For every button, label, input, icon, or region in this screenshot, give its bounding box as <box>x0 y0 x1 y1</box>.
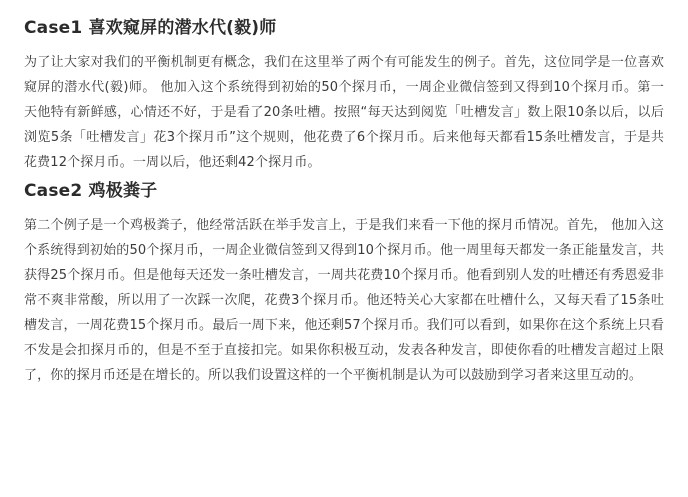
case1-paragraph: 为了让大家对我们的平衡机制更有概念，我们在这里举了两个有可能发生的例子。首先，这位同学是一位喜欢窥屏的潜水代(毅)师。 他加入这个系统得到初始的50个探月币，一周企业微信签到又得到10个探月币。第一天他特有新鲜感，心情还不好，于是看了20条吐槽。按照“每天达到阅览「吐槽发言」数上限10条以后，以后浏览5条「吐槽发言」花3个探月币”这个规则，他花费了6个探月币。后来他每天都看15条吐槽发言，于是共花费12个探月币。一周以后，他还剩42个探月币。 <box>24 55 664 170</box>
case2-paragraph: 第二个例子是一个鸡极粪子，他经常活跃在举手发言上，于是我们来看一下他的探月币情况。首先， 他加入这个系统得到初始的50个探月币，一周企业微信签到又得到10个探月币。他一周里每天都发一条正能量发言，共获得25个探月币。但是他每天还发一条吐槽发言，一周共花费10个探月币。他看到别人发的吐槽还有秀恩爱非常不爽非常酸，所以用了一次踩一次爬，花费3个探月币。他还特关心大家都在吐槽什么，又每天看了15条吐槽发言，一周花费15个探月币。最后一周下来，他还剩57个探月币。我们可以看到，如果你在这个系统上只看不发是会扣探月币的，但是不至于直接扣完。如果你积极互动，发表各种发言，即使你看的吐槽发言超过上限了，你的探月币还是在增长的。所以我们设置这样的一个平衡机制是认为可以鼓励到学习者来这里互动的。 <box>24 218 664 383</box>
case2-heading: Case2 鸡极粪子 <box>24 181 158 201</box>
case1-heading: Case1 喜欢窥屏的潜水代(毅)师 <box>24 18 277 38</box>
